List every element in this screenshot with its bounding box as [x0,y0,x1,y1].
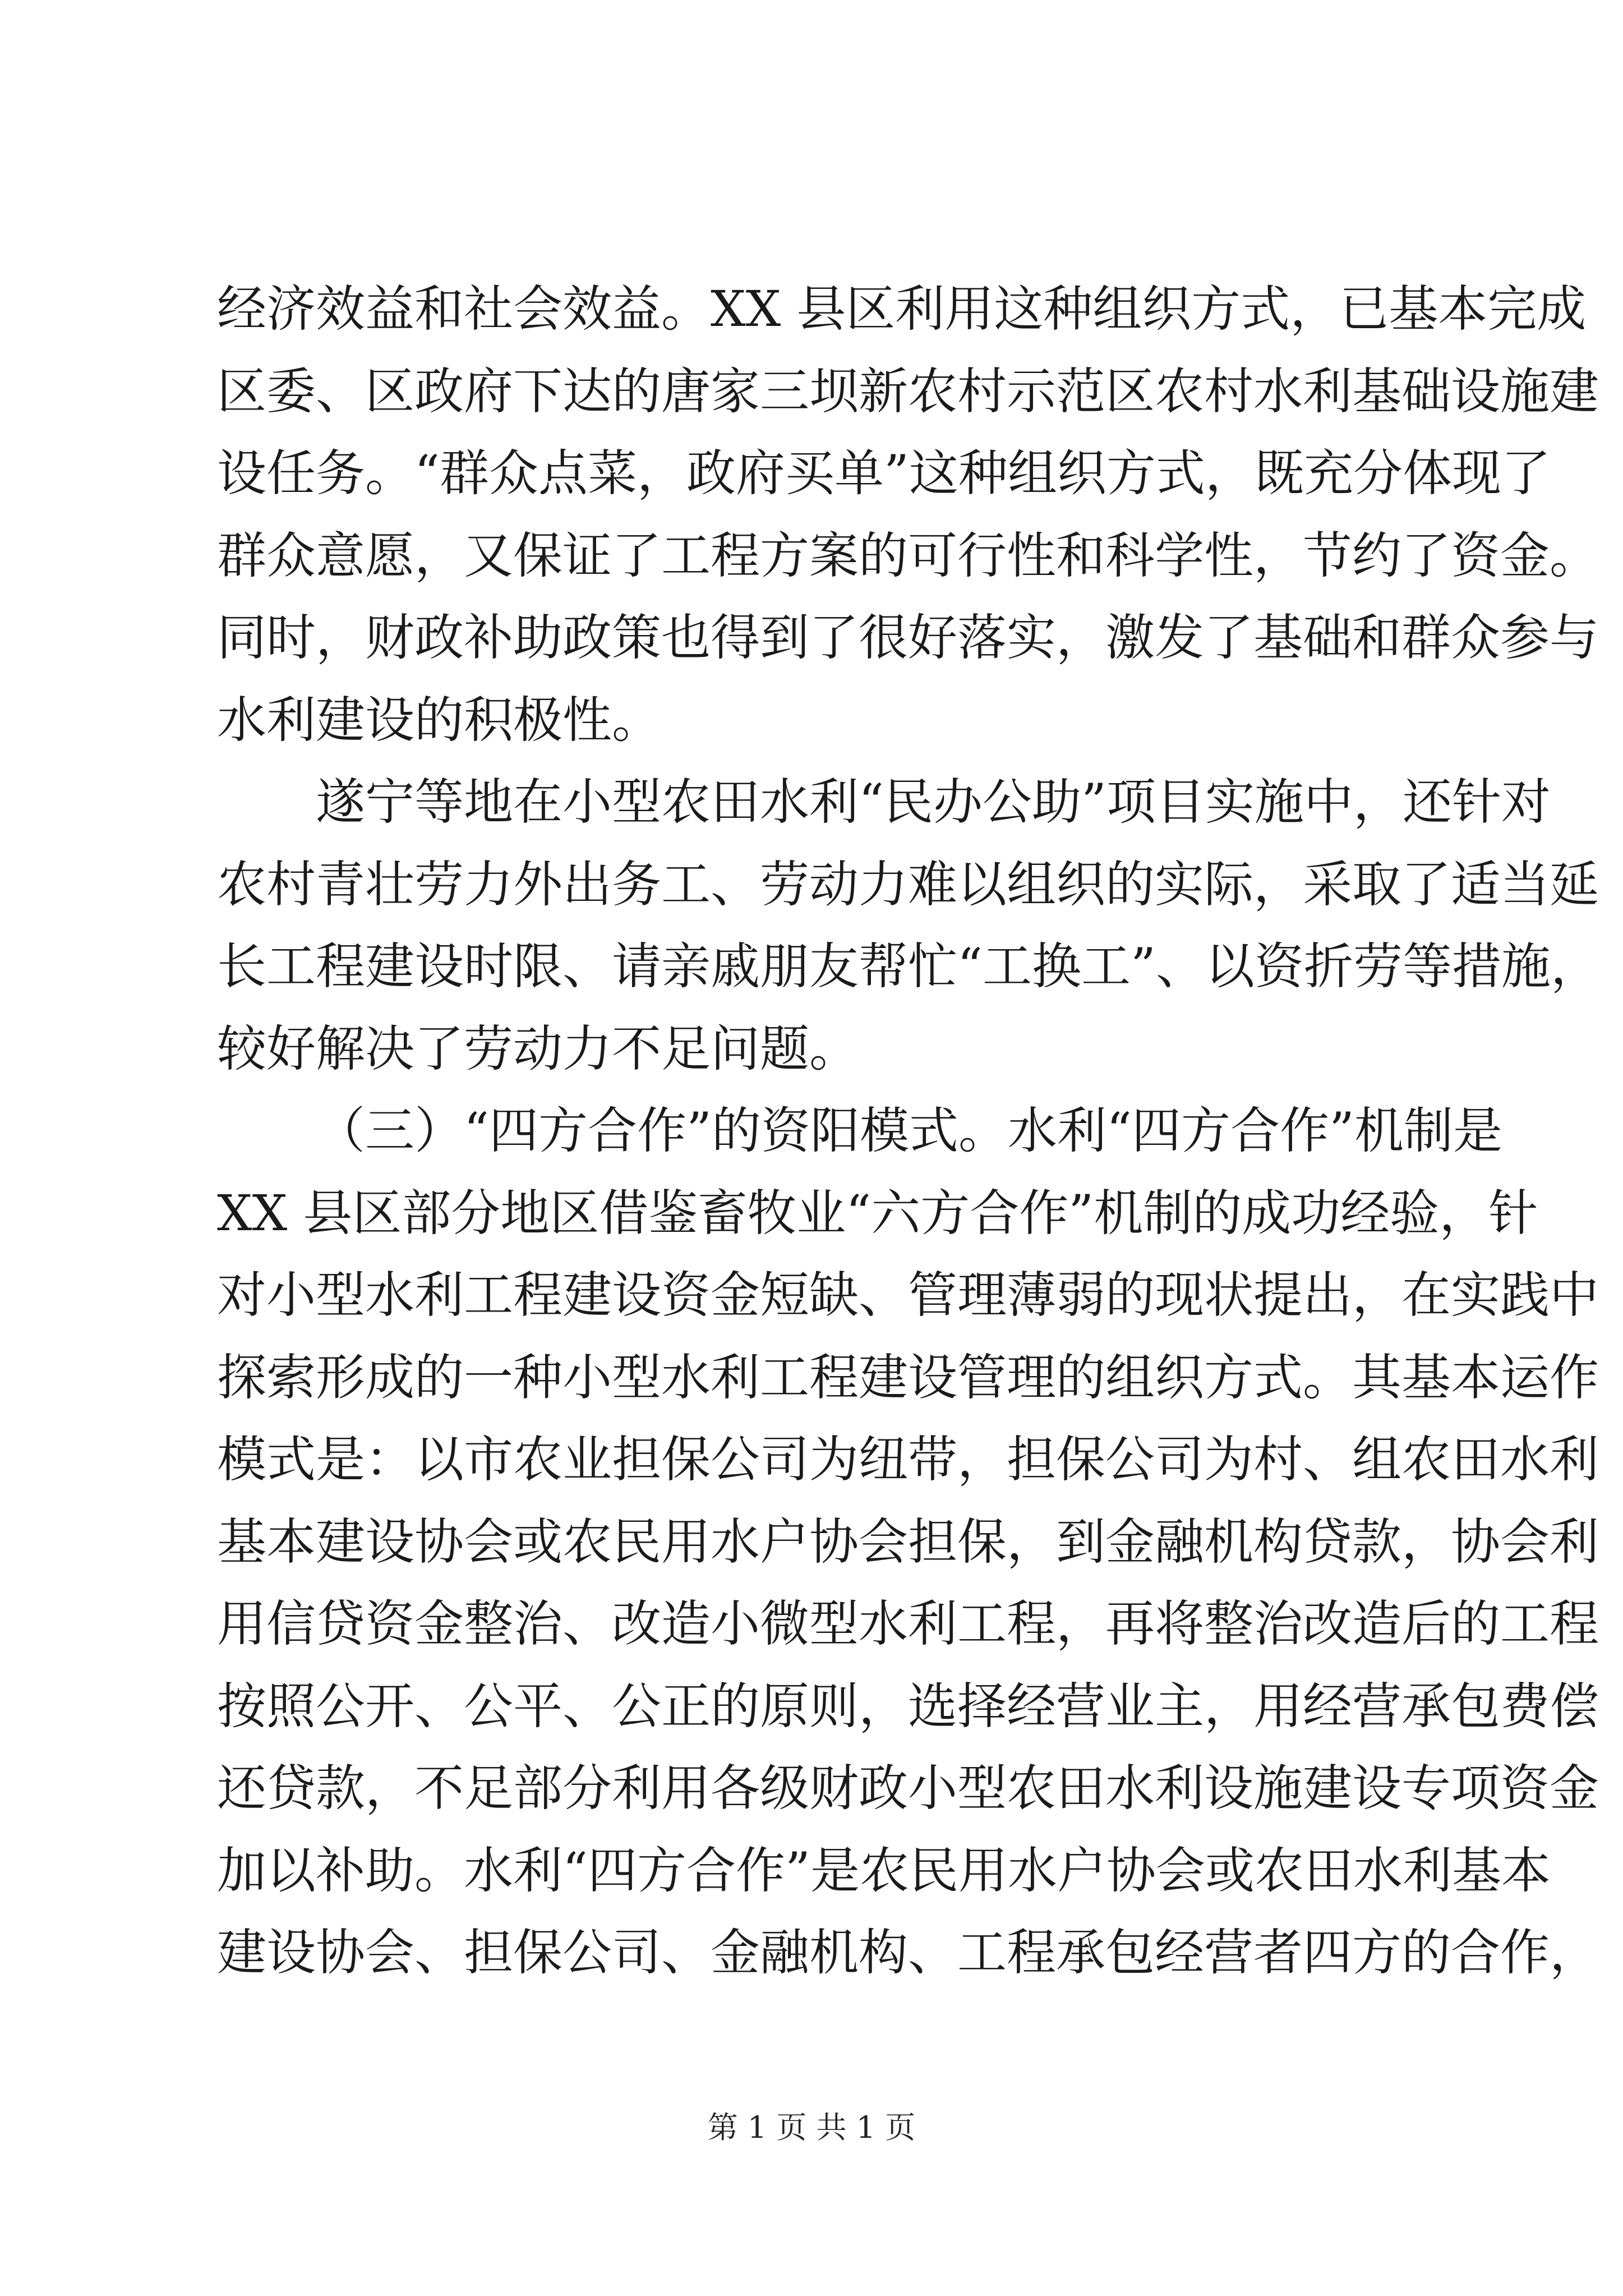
text-line: 还贷款，不足部分利用各级财政小型农田水利设施建设专项资金 [217,1759,1599,1817]
text-line: 经济效益和社会效益。XX 县区利用这种组织方式，已基本完成 [217,280,1587,338]
text-line: 水利建设的积极性。 [217,691,662,749]
text-line: 设任务。“群众点菜，政府买单”这种组织方式，既充分体现了 [217,444,1551,502]
text-line: 长工程建设时限、请亲戚朋友帮忙“工换工”、以资折劳等措施， [217,937,1600,995]
text-line: 探索形成的一种小型水利工程建设管理的组织方式。其基本运作 [217,1348,1599,1406]
section-heading-line: （三）“四方合作”的资阳模式。水利“四方合作”机制是 [316,1102,1502,1159]
text-line: 模式是：以市农业担保公司为纽带，担保公司为村、组农田水利 [217,1430,1599,1488]
text-line: 群众意愿，又保证了工程方案的可行性和科学性，节约了资金。 [217,526,1599,585]
text-line: 对小型水利工程建设资金短缺、管理薄弱的现状提出，在实践中 [217,1266,1599,1324]
text-line: 较好解决了劳动力不足问题。 [217,1019,859,1078]
text-line: 建设协会、担保公司、金融机构、工程承包经营者四方的合作， [217,1924,1599,1981]
text-line: 区委、区政府下达的唐家三坝新农村示范区农村水利基础设施建 [217,362,1599,420]
body-text [217,268,1600,1994]
text-line: 同时，财政补助政策也得到了很好落实，激发了基础和群众参与 [217,609,1599,666]
text-line: 按照公开、公平、公正的原则，选择经营业主，用经营承包费偿 [217,1677,1599,1735]
paragraph-first-line: 遂宁等地在小型农田水利“民办公助”项目实施中，还针对 [316,773,1551,831]
text-line: XX 县区部分地区借鉴畜牧业“六方合作”机制的成功经验，针 [217,1184,1538,1242]
text-line: 基本建设协会或农民用水户协会担保，到金融机构贷款，协会利 [217,1512,1599,1571]
text-line: 农村青壮劳力外出务工、劳动力难以组织的实际，采取了适当延 [217,855,1599,913]
text-line: 加以补助。水利“四方合作”是农民用水户协会或农田水利基本 [217,1841,1551,1899]
text-line: 用信贷资金整治、改造小微型水利工程，再将整治改造后的工程 [217,1595,1599,1653]
page-number-footer: 第 1 页 共 1 页 [707,2110,916,2145]
